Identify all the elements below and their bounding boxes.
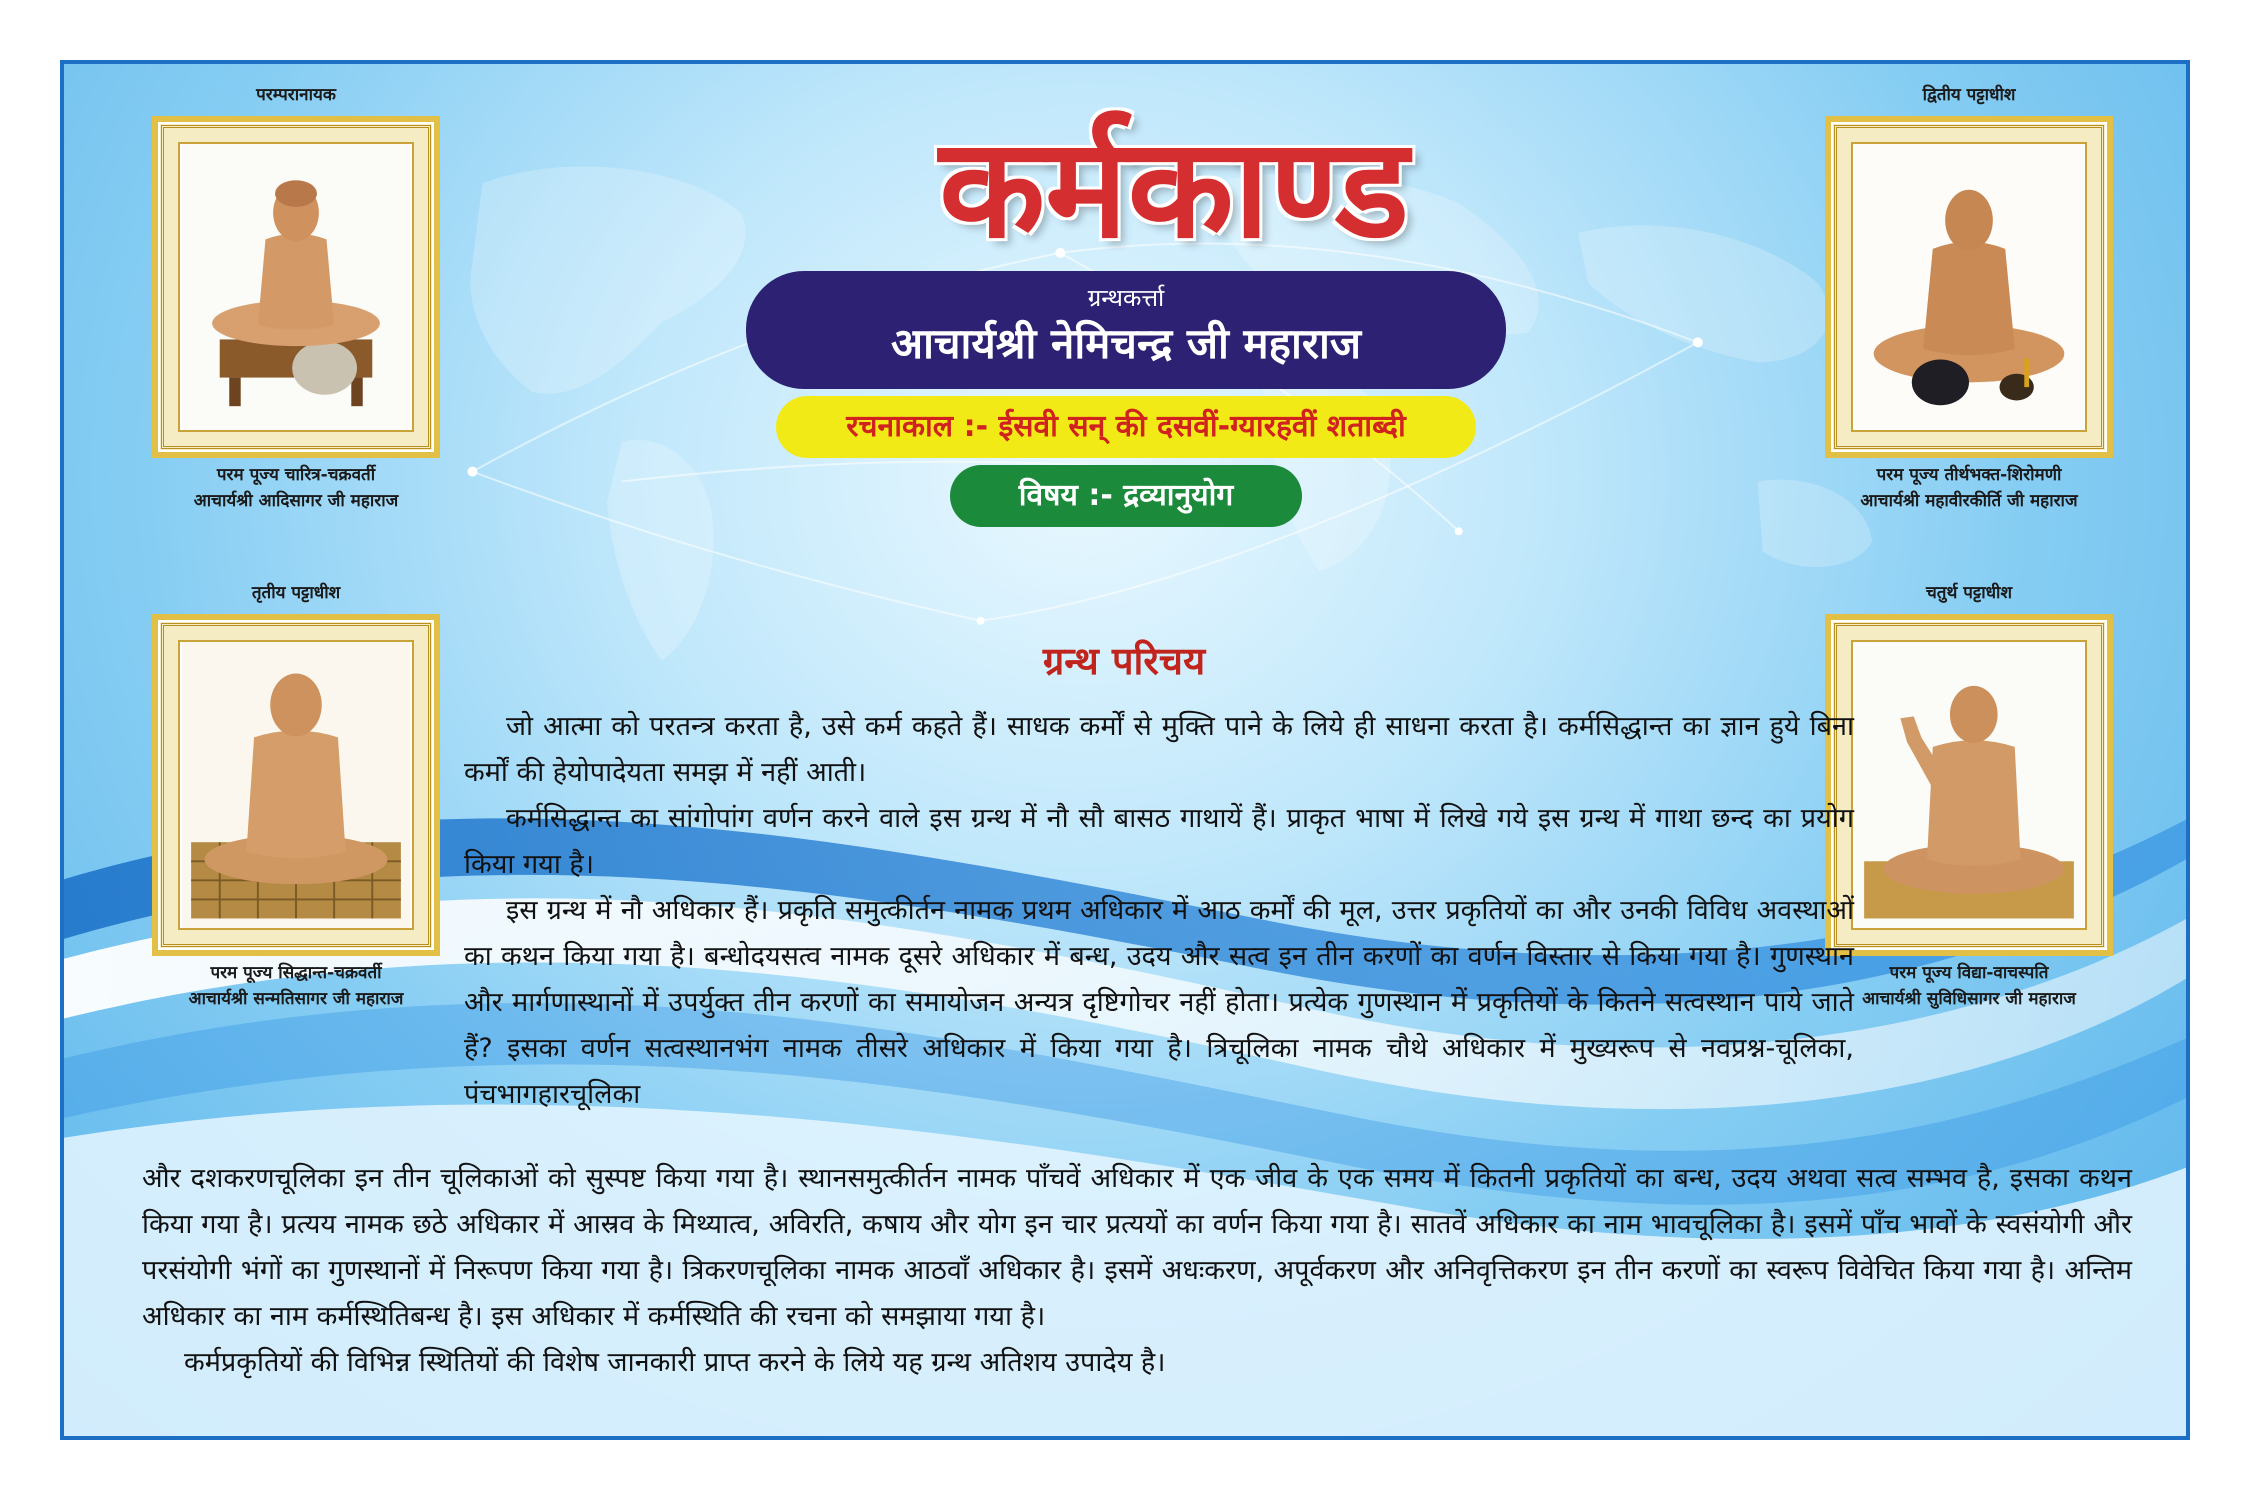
period-banner: रचनाकाल :- ईसवी सन् की दसवीं-ग्यारहवीं शताब्दी [776,396,1476,458]
section-heading: ग्रन्थ परिचय [1042,639,1206,683]
intro-text-lower [142,1156,2132,1386]
author-label: ग्रन्थकर्त्ता [1087,284,1165,312]
portrait-title: परम पूज्य तीर्थभक्त-शिरोमणी [1876,465,2062,485]
portrait-rank: परम्परानायक [256,85,336,105]
ornate-gold-frame [152,116,440,458]
portrait-name: आचार्यश्री महावीरकीर्ति जी महाराज [1860,491,2078,511]
ornate-gold-frame [152,614,440,956]
seated-saint-figure [180,144,412,430]
poster-title: कर्मकाण्ड [939,108,1409,269]
intro-text-upper [464,704,1854,1118]
portrait-rank: तृतीय पट्टाधीश [251,583,341,603]
portrait-title: परम पूज्य विद्या-वाचस्पति [1889,963,2049,983]
subject-banner: विषय :- द्रव्यानुयोग [950,465,1302,527]
poster [60,60,2190,1440]
portrait-top-right [1819,82,2119,514]
portrait-rank: द्वितीय पट्टाधीश [1922,85,2016,105]
seated-saint-figure [180,642,412,928]
portrait-bottom-left [146,580,446,1012]
portrait-name: आचार्यश्री सन्मतिसागर जी महाराज [188,989,404,1009]
intro-paragraph-3-start: इस ग्रन्थ में नौ अधिकार हैं। प्रकृति समुत्कीर्तन नामक प्रथम अधिकार में आठ कर्मों की मूल, उत्तर प्रकृतियों का और उनकी विविध अवस्थाओं का कथन किया गया है। बन्धोदयसत्व नामक दूसरे अधिकार में बन्ध, उदय और सत्व इन तीन करणों का वर्णन विस्तार से किया गया है। गुणस्थान और मार्गणास्थानों में उपर्युक्त तीन करणों का समायोजन अन्यत्र दृष्टिगोचर नहीं होता। प्रत्येक गुणस्थान में प्रकृतियों के कितने सत्वस्थान पाये जाते हैं? इसका वर्णन सत्वस्थानभंग नामक तीसरे अधिकार में किया गया है। त्रिचूलिका नामक चौथे अधिकार में मुख्यरूप से नवप्रश्न-चूलिका, पंचभागहारचूलिका [464,895,1854,1110]
saint-photo [1851,640,2087,930]
author-name: आचार्यश्री नेमिचन्द्र जी महाराज [890,319,1362,368]
intro-paragraph-1: जो आत्मा को परतन्त्र करता है, उसे कर्म कहते हैं। साधक कर्मों से मुक्ति पाने के लिये ही साधना करता है। कर्मसिद्धान्त का ज्ञान हुये बिना कर्मों की हेयोपादेयता समझ में नहीं आती। [464,711,1854,788]
saint-photo [178,142,414,432]
saint-photo [178,640,414,930]
saint-photo [1851,142,2087,432]
intro-paragraph-4: कर्मप्रकृतियों की विभिन्न स्थितियों की विशेष जानकारी प्राप्त करने के लिये यह ग्रन्थ अतिशय उपादेय है। [184,1347,1166,1378]
portrait-name: आचार्यश्री आदिसागर जी महाराज [193,491,399,511]
ornate-gold-frame [1825,614,2113,956]
ornate-gold-frame [1825,116,2113,458]
portrait-top-left [146,82,446,514]
portrait-title: परम पूज्य चारित्र-चक्रवर्ती [216,465,376,485]
portrait-name: आचार्यश्री सुविधिसागर जी महाराज [1862,989,2076,1009]
portrait-rank: चतुर्थ पट्टाधीश [1925,583,2013,603]
seated-saint-figure [1853,144,2085,430]
seated-saint-figure [1853,642,2085,928]
intro-paragraph-3-continued: और दशकरणचूलिका इन तीन चूलिकाओं को सुस्पष्ट किया गया है। स्थानसमुत्कीर्तन नामक पाँचवें अधिकार में एक जीव के एक समय में कितनी प्रकृतियों का बन्ध, उदय अथवा सत्व सम्भव है, इसका कथन किया गया है। प्रत्यय नामक छठे अधिकार में आस्रव के मिथ्यात्व, अविरति, कषाय और योग इन चार प्रत्ययों का वर्णन किया गया है। सातवें अधिकार का नाम भावचूलिका है। इसमें पाँच भावों के स्वसंयोगी और परसंयोगी भंगों का गुणस्थानों में निरूपण किया गया है। त्रिकरणचूलिका नामक आठवाँ अधिकार है। इसमें अधःकरण, अपूर्वकरण और अनिवृत्तिकरण इन तीन करणों का स्वरूप विवेचित किया गया है। अन्तिम अधिकार का नाम कर्मस्थितिबन्ध है। इस अधिकार में कर्मस्थिति की रचना को समझाया गया है। [142,1163,2132,1332]
portrait-title: परम पूज्य सिद्धान्त-चक्रवर्ती [210,963,382,983]
author-banner [746,271,1506,389]
intro-paragraph-2: कर्मसिद्धान्त का सांगोपांग वर्णन करने वाले इस ग्रन्थ में नौ सौ बासठ गाथायें हैं। प्राकृत भाषा में लिखे गये इस ग्रन्थ में गाथा छन्द का प्रयोग किया गया है। [464,803,1854,880]
portrait-bottom-right [1819,580,2119,1012]
